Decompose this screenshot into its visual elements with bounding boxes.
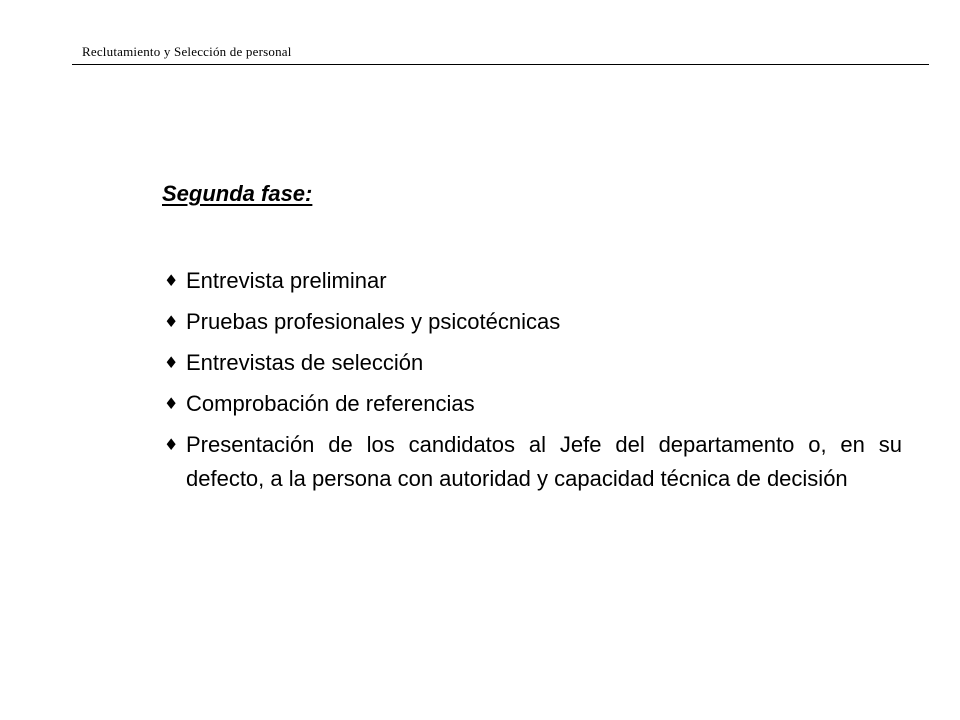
page-header [72, 42, 929, 65]
diamond-bullet-icon: ♦ [164, 435, 179, 454]
diamond-bullet-icon: ♦ [164, 271, 179, 290]
list-item-text: Comprobación de referencias [186, 391, 475, 416]
list-item [162, 387, 902, 421]
list-item-text: Entrevistas de selección [186, 350, 424, 375]
diamond-bullet-icon: ♦ [164, 394, 179, 413]
diamond-bullet-icon: ♦ [164, 312, 179, 331]
list-item-text: Entrevista preliminar [186, 268, 387, 293]
header-title: Reclutamiento y Selección de personal [82, 44, 292, 59]
section-title: Segunda fase: [162, 181, 313, 206]
diamond-bullet-icon: ♦ [164, 353, 179, 372]
list-item-text: Presentación de los candidatos al Jefe del departamento o, en su defecto, a la persona con autoridad y capacidad técnica de decisión [186, 432, 902, 491]
list-item [162, 264, 902, 298]
list-item-text: Pruebas profesionales y psicotécnicas [186, 309, 561, 334]
list-item [162, 305, 902, 339]
bullet-list [162, 264, 902, 503]
list-item [162, 428, 902, 496]
list-item [162, 346, 902, 380]
